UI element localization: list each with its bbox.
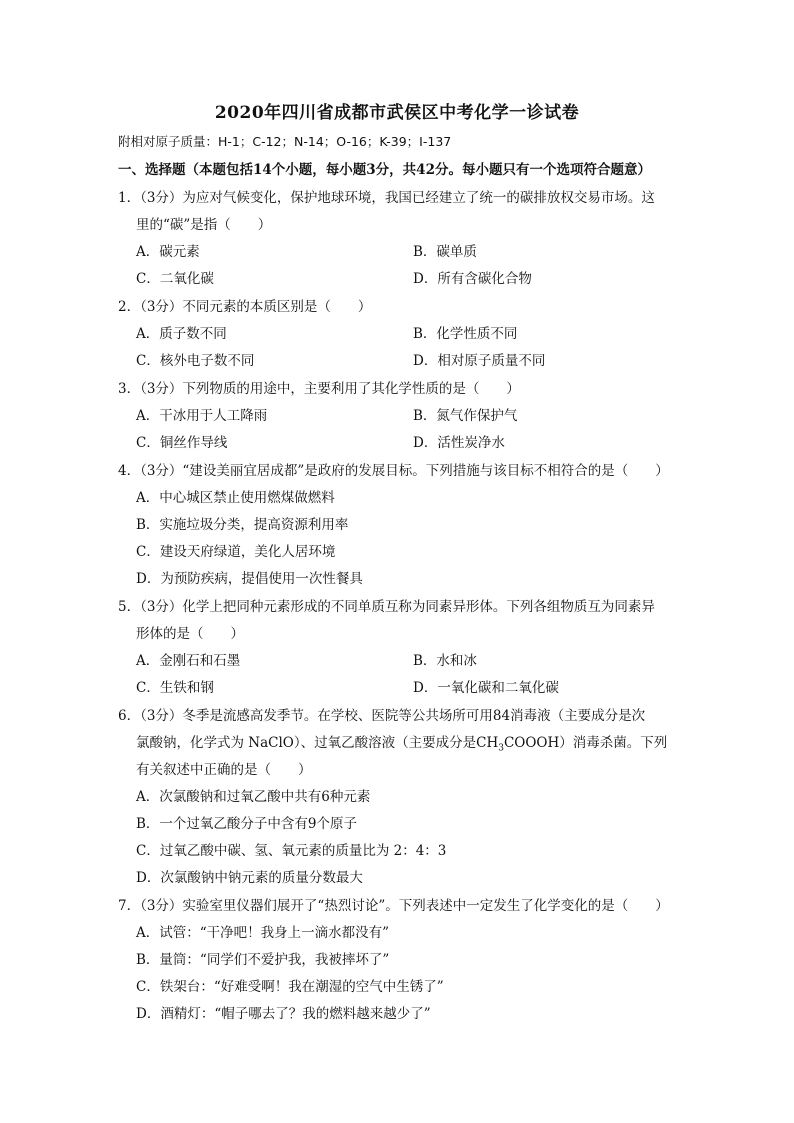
option-b: B．氮气作保护气 bbox=[413, 408, 518, 424]
option-c: C．二氧化碳 bbox=[136, 271, 214, 287]
option-b: B．碳单质 bbox=[413, 244, 477, 260]
option-a: A．金刚石和石墨 bbox=[136, 653, 241, 669]
option-d: D．一氧化碳和二氧化碳 bbox=[413, 680, 559, 696]
page-title: 2020年四川省成都市武侯区中考化学一诊试卷 bbox=[214, 103, 580, 123]
option-d: D．为预防疾病，提倡使用一次性餐具 bbox=[136, 571, 363, 587]
option-c: C．生铁和钢 bbox=[136, 680, 214, 696]
section-heading: 一、选择题（本题包括14个小题，每小题3分，共42分。每小题只有一个选项符合题意） bbox=[118, 162, 651, 178]
option-d: D．相对原子质量不同 bbox=[413, 353, 546, 369]
stem-text: 氯酸钠，化学式为 NaClO）、过氧乙酸溶液（主要成分是 bbox=[136, 735, 477, 751]
option-d: D．次氯酸钠中钠元素的质量分数最大 bbox=[136, 870, 363, 886]
option-b: B．一个过氧乙酸分子中含有9个原子 bbox=[136, 816, 358, 832]
option-a: A．质子数不同 bbox=[136, 326, 227, 342]
option-c: C．铁架台：“好难受啊！我在潮湿的空气中生锈了” bbox=[136, 979, 444, 995]
option-a: A．次氯酸钠和过氧乙酸中共有6种元素 bbox=[136, 789, 371, 805]
option-b: B．量筒：“同学们不爱护我，我被摔坏了” bbox=[136, 952, 390, 968]
option-c: C．核外电子数不同 bbox=[136, 353, 255, 369]
question-stem: 7．（3分）实验室里仪器们展开了“热烈讨论”。下列表述中一定发生了化学变化的是（ ） bbox=[118, 898, 669, 914]
option-b: B．水和冰 bbox=[413, 653, 477, 669]
stem-text: ）消毒杀菌。下列 bbox=[559, 735, 668, 751]
question-stem: 2．（3分）不同元素的本质区别是（ ） bbox=[118, 299, 372, 315]
question-stem: 里的“碳”是指（ ） bbox=[136, 217, 272, 233]
question-stem: 6．（3分）冬季是流感高发季节。在学校、医院等公共场所可用84消毒液（主要成分是次 bbox=[118, 708, 646, 724]
question-stem: 4．（3分）“建设美丽宜居成都”是政府的发展目标。下列措施与该目标不相符合的是（ ） bbox=[118, 463, 669, 479]
option-d: D．酒精灯：“帽子哪去了？我的燃料越来越少了” bbox=[136, 1006, 431, 1022]
question-stem: 5．（3分）化学上把同种元素形成的不同单质互称为同素异形体。下列各组物质互为同素异 bbox=[118, 599, 655, 615]
atomic-masses: 附相对原子质量：H-1；C-12；N-14；O-16；K-39；I-137 bbox=[118, 134, 452, 149]
option-c: C．过氧乙酸中碳、氢、氧元素的质量比为 2：4：3 bbox=[136, 843, 447, 859]
option-b: B．实施垃圾分类，提高资源利用率 bbox=[136, 517, 349, 533]
question-stem: 1．（3分）为应对气候变化，保护地球环境，我国已经建立了统一的碳排放权交易市场。这 bbox=[118, 190, 655, 206]
option-c: C．铜丝作导线 bbox=[136, 435, 228, 451]
question-stem: 形体的是（ ） bbox=[136, 626, 244, 642]
chemical-formula: $CH_3COOOH$ bbox=[476, 735, 560, 754]
option-a: A．干冰用于人工降雨 bbox=[136, 408, 268, 424]
option-a: A．试管：“干净吧！我身上一滴水都没有” bbox=[136, 925, 390, 941]
option-a: A．碳元素 bbox=[136, 244, 200, 260]
option-d: D．所有含碳化合物 bbox=[413, 271, 532, 287]
question-stem bbox=[136, 733, 696, 759]
option-b: B．化学性质不同 bbox=[413, 326, 518, 342]
question-stem: 有关叙述中正确的是（ ） bbox=[136, 762, 312, 778]
option-d: D．活性炭净水 bbox=[413, 435, 505, 451]
question-stem: 3．（3分）下列物质的用途中，主要利用了其化学性质的是（ ） bbox=[118, 381, 520, 397]
option-a: A．中心城区禁止使用燃煤做燃料 bbox=[136, 490, 335, 506]
option-c: C．建设天府绿道，美化人居环境 bbox=[136, 544, 336, 560]
